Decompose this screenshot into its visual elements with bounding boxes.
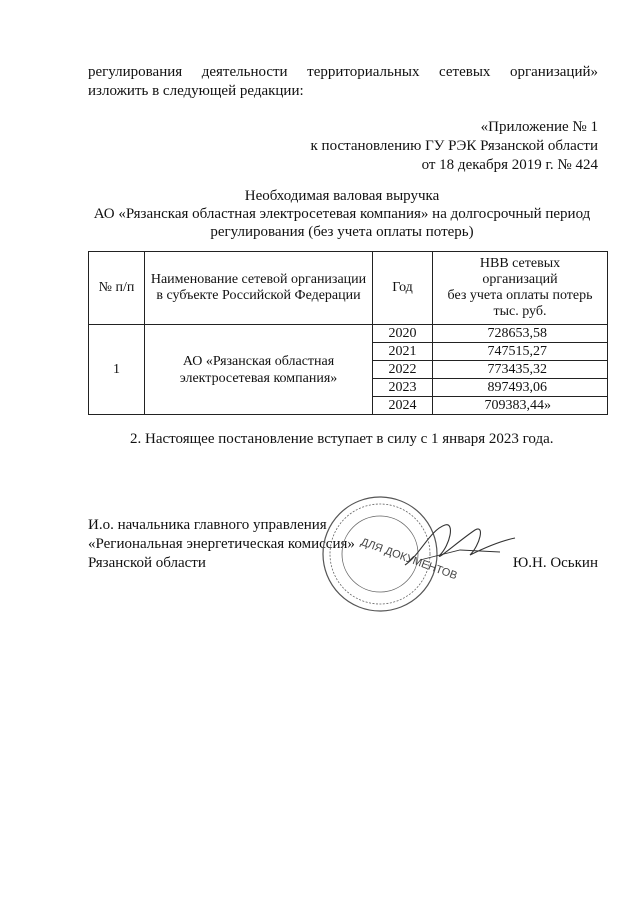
nvv-table [88, 251, 608, 415]
organization-name: АО «Рязанская областная электросетевая компания» [145, 325, 373, 415]
intro-line-2: изложить в следующей редакции: [88, 83, 304, 99]
table-title [78, 187, 606, 241]
signature-block [88, 516, 355, 573]
year-cell: 2023 [373, 379, 433, 397]
year-cell: 2021 [373, 343, 433, 361]
year-cell: 2024 [373, 397, 433, 415]
table-row [89, 325, 608, 343]
value-cell: 747515,27 [433, 343, 608, 361]
appendix-line-1: «Приложение № 1 [480, 119, 598, 135]
header-nvv-line-1: НВВ сетевых [479, 256, 561, 271]
title-line-3: регулирования (без учета оплаты потерь) [210, 224, 474, 240]
year-cell: 2020 [373, 325, 433, 343]
paragraph-2: 2. Настоящее постановление вступает в силу с 1 января 2023 года. [130, 431, 554, 447]
header-num: № п/п [89, 252, 145, 325]
appendix-header [311, 118, 598, 175]
title-line-1: Необходимая валовая выручка [244, 188, 440, 204]
header-nvv-line-4: тыс. руб. [493, 304, 547, 319]
stamp-text: ДЛЯ ДОКУМЕНТОВ [358, 536, 459, 583]
title-line-2: АО «Рязанская областная электросетевая компания» на долгосрочный период [93, 206, 591, 222]
intro-paragraph [88, 63, 598, 101]
header-nvv [433, 252, 608, 325]
table-header-row [89, 252, 608, 325]
signer-title-line-3: Рязанской области [88, 555, 206, 571]
row-number: 1 [89, 325, 145, 415]
signer-name: Ю.Н. Оськин [512, 555, 598, 571]
handwritten-signature [400, 510, 520, 580]
year-cell: 2022 [373, 361, 433, 379]
signer-title-line-2: «Региональная энергетическая комиссия» [88, 536, 355, 552]
header-year: Год [373, 252, 433, 325]
header-nvv-line-3: без учета оплаты потерь [447, 288, 593, 303]
appendix-line-2: к постановлению ГУ РЭК Рязанской области [310, 138, 598, 154]
header-name: Наименование сетевой организации в субъекте Российской Федерации [145, 252, 373, 325]
value-cell: 709383,44» [433, 397, 608, 415]
header-nvv-line-2: организаций [482, 272, 558, 287]
value-cell: 897493,06 [433, 379, 608, 397]
intro-line-1: регулирования деятельности территориальных сетевых организаций» [88, 64, 598, 80]
appendix-line-3: от 18 декабря 2019 г. № 424 [421, 157, 598, 173]
value-cell: 728653,58 [433, 325, 608, 343]
signer-title-line-1: И.о. начальника главного управления [88, 517, 327, 533]
value-cell: 773435,32 [433, 361, 608, 379]
